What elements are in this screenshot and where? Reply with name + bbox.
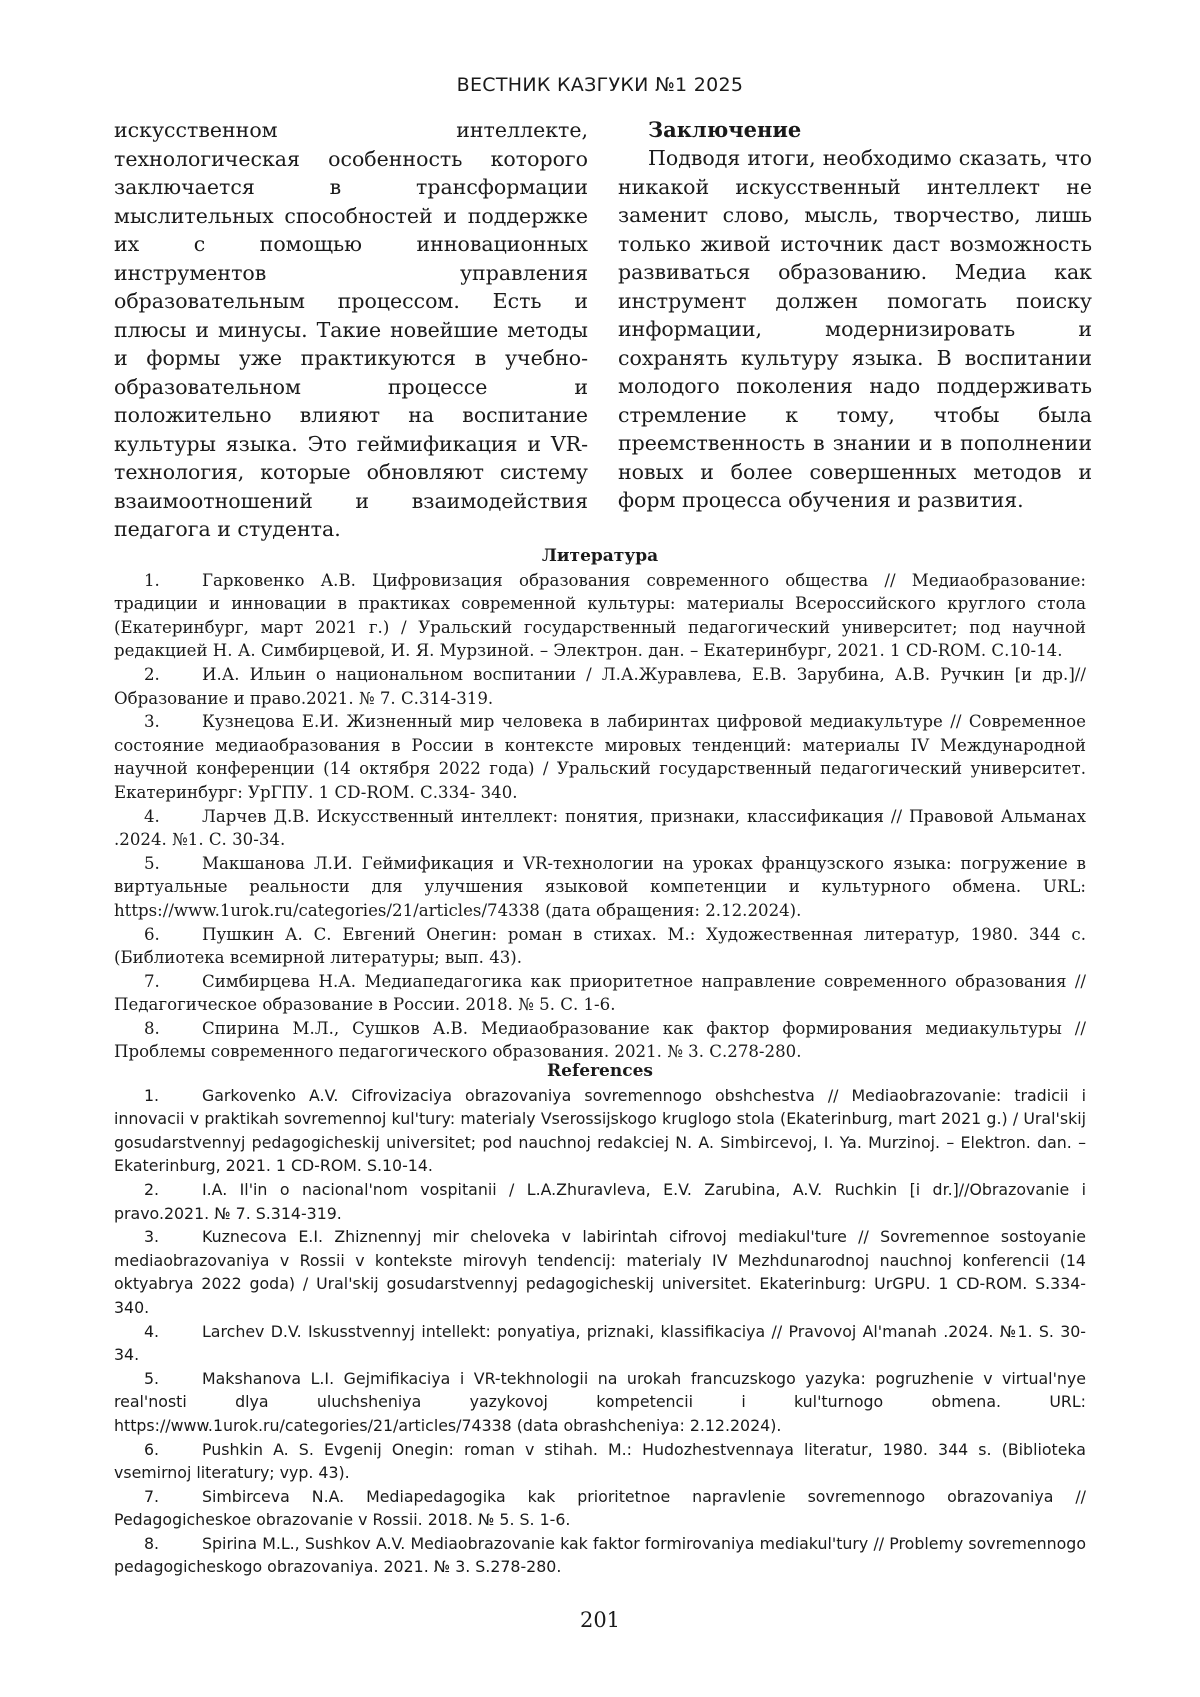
references-section: [114, 1060, 1086, 1579]
reference-text: Larchev D.V. Iskusstvennyj intellekt: ponyatiya, priznaki, klassifikaciya // Pravovoj Al'manah .2024. №1. S. 30-34.: [114, 1321, 1086, 1365]
reference-text: И.А. Ильин о национальном воспитании / Л.А.Журавлева, Е.В. Зарубина, А.В. Ручкин [и др.]//Образование и право.2021. № 7. С.314-319.: [114, 664, 1086, 708]
reference-item: [114, 970, 1086, 1017]
conclusion-paragraph: Подводя итоги, необходимо сказать, что никакой искусственный интеллект не заменит слово, мысль, творчество, лишь только живой источник даст возможность развиваться образованию. Медиа как инструмент должен помогать поиску информации, модернизировать и сохранять культуру языка. В воспитании молодого поколения надо поддерживать стремление к тому, чтобы была преемственность в знании и в пополнении новых и более совершенных методов и форм процесса обучения и развития.: [618, 146, 1092, 512]
reference-number: 4.: [144, 1321, 160, 1341]
reference-number: 1.: [144, 1085, 160, 1105]
reference-number: 5.: [144, 1368, 160, 1388]
literature-section: [114, 545, 1086, 1064]
journal-header: ВЕСТНИК КАЗГУКИ №1 2025: [456, 74, 744, 96]
reference-text: Гарковенко А.В. Цифровизация образования современного общества // Медиаобразование: традиции и инновации в практиках современной культуры: материалы Всероссийского круглого стола (Екатеринбург, март 2021 г.) / Уральский государственный педагогический университет; под научной редакцией Н. А. Симбирцевой, И. Я. Мурзиной. – Электрон. дан. – Екатеринбург, 2021. 1 CD-ROM. С.10-14.: [114, 570, 1086, 661]
references-list: [114, 1084, 1086, 1579]
reference-text: Makshanova L.I. Gejmifikaciya i VR-tekhnologii na urokah francuzskogo yazyka: pogruzhenie v virtual'nye real'nosti dlya uluchsheniya yazykovoj kompetencii i kul'turnogo obmena. URL: https://www.1urok.ru/categories/21/articles/74338 (data obrashcheniya: 2.12.2024).: [114, 1368, 1086, 1435]
reference-number: 5.: [144, 853, 160, 873]
reference-text: Spirina M.L., Sushkov A.V. Mediaobrazovanie kak faktor formirovaniya mediakul'tury // Problemy sovremennogo pedagogicheskogo obrazovaniya. 2021. № 3. S.278-280.: [114, 1533, 1086, 1577]
reference-item: [114, 663, 1086, 710]
literature-list: [114, 569, 1086, 1064]
reference-item: [114, 710, 1086, 804]
reference-item: [114, 1178, 1086, 1225]
reference-item: [114, 1485, 1086, 1532]
reference-item: [114, 1438, 1086, 1485]
reference-item: [114, 1084, 1086, 1178]
reference-text: Пушкин А. С. Евгений Онегин: роман в стихах. М.: Художественная литератур, 1980. 344 с. (Библиотека всемирной литературы; вып. 43).: [114, 924, 1086, 968]
reference-item: [114, 1225, 1086, 1319]
reference-number: 7.: [144, 1486, 160, 1506]
left-column-paragraph: искусственном интеллекте, технологическая особенность которого заключается в трансформации мыслительных способностей и поддержке их с помощью инновационных инструментов управления образовательным процессом. Есть и плюсы и минусы. Такие новейшие методы и формы уже практикуются в учебно-образовательном процессе и положительно влияют на воспитание культуры языка. Это геймификация и VR-технология, которые обновляют систему взаимоотношений и взаимодействия педагога и студента.: [114, 118, 588, 541]
reference-item: [114, 1320, 1086, 1367]
reference-item: [114, 569, 1086, 663]
reference-number: 2.: [144, 664, 160, 684]
reference-text: Макшанова Л.И. Геймификация и VR-технологии на уроках французского языка: погружение в виртуальные реальности для улучшения языковой компетенции и культурного обмена. URL: https://www.1urok.ru/categories/21/articles/74338 (дата обращения: 2.12.2024).: [114, 853, 1086, 920]
page-number: 201: [579, 1608, 621, 1632]
reference-item: [114, 1367, 1086, 1438]
reference-number: 7.: [144, 971, 160, 991]
reference-number: 6.: [144, 1439, 160, 1459]
reference-number: 8.: [144, 1018, 160, 1038]
reference-item: [114, 805, 1086, 852]
reference-number: 1.: [144, 570, 160, 590]
reference-text: Pushkin A. S. Evgenij Onegin: roman v stihah. M.: Hudozhestvennaya literatur, 1980. 344 s. (Biblioteka vsemirnoj literatury; vyp. 43).: [114, 1439, 1086, 1483]
reference-text: I.A. Il'in o nacional'nom vospitanii / L.A.Zhuravleva, E.V. Zarubina, A.V. Ruchkin [i dr.]//Obrazovanie i pravo.2021. № 7. S.314-319.: [114, 1179, 1086, 1223]
reference-item: [114, 852, 1086, 923]
reference-text: Симбирцева Н.А. Медиапедагогика как приоритетное направление современного образования // Педагогическое образование в России. 2018. № 5. С. 1-6.: [114, 971, 1086, 1015]
right-column: [618, 116, 1092, 515]
reference-item: [114, 1017, 1086, 1064]
reference-text: Спирина М.Л., Сушков А.В. Медиаобразование как фактор формирования медиакультуры // Проблемы современного педагогического образования. 2021. № 3. С.278-280.: [114, 1018, 1086, 1062]
left-column: [114, 116, 588, 544]
reference-item: [114, 923, 1086, 970]
literature-title: Литература: [541, 546, 659, 566]
reference-number: 3.: [144, 712, 160, 732]
reference-text: Garkovenko A.V. Cifrovizaciya obrazovaniya sovremennogo obshchestva // Mediaobrazovanie: tradicii i innovacii v praktikah sovremennoj kul'tury: materialy Vserossijskogo kruglogo stola (Ekaterinburg, mart 2021 g.) / Ural'skij gosudarstvennyj pedagogicheskij universitet; pod nauchnoj redakciej N. A. Simbircevoj, I. Ya. Murzinoj. – Elektron. dan. – Ekaterinburg, 2021. 1 CD-ROM. S.10-14.: [114, 1085, 1086, 1176]
conclusion-title: Заключение: [648, 117, 802, 142]
reference-number: 3.: [144, 1227, 160, 1247]
reference-number: 2.: [144, 1179, 160, 1199]
references-title: References: [547, 1061, 653, 1081]
reference-text: Кузнецова Е.И. Жизненный мир человека в лабиринтах цифровой медиакультуре // Современное состояние медиаобразования в России в контексте мировых тенденций: материалы IV Международной научной конференции (14 октября 2022 года) / Уральский государственный педагогический университет. Екатеринбург: УрГПУ. 1 CD-ROM. С.334- 340.: [114, 712, 1086, 802]
reference-item: [114, 1532, 1086, 1579]
reference-text: Kuznecova E.I. Zhiznennyj mir cheloveka v labirintah cifrovoj mediakul'ture // Sovremennoe sostoyanie mediaobrazovaniya v Rossii v kontekste mirovyh tendencij: materialy IV Mezhdunarodnoj nauchnoj konferencii (14 oktyabrya 2022 goda) / Ural'skij gosudarstvennyj pedagogicheskij universitet. Ekaterinburg: UrGPU. 1 CD-ROM. S.334- 340.: [114, 1227, 1086, 1317]
reference-number: 4.: [144, 806, 160, 826]
reference-text: Simbirceva N.A. Mediapedagogika kak prioritetnoe napravlenie sovremennogo obrazovaniya // Pedagogicheskoe obrazovanie v Rossii. 2018. № 5. S. 1-6.: [114, 1486, 1086, 1530]
reference-number: 6.: [144, 924, 160, 944]
reference-text: Ларчев Д.В. Искусственный интеллект: понятия, признаки, классификация // Правовой Альманах .2024. №1. С. 30-34.: [114, 806, 1086, 850]
reference-number: 8.: [144, 1533, 160, 1553]
